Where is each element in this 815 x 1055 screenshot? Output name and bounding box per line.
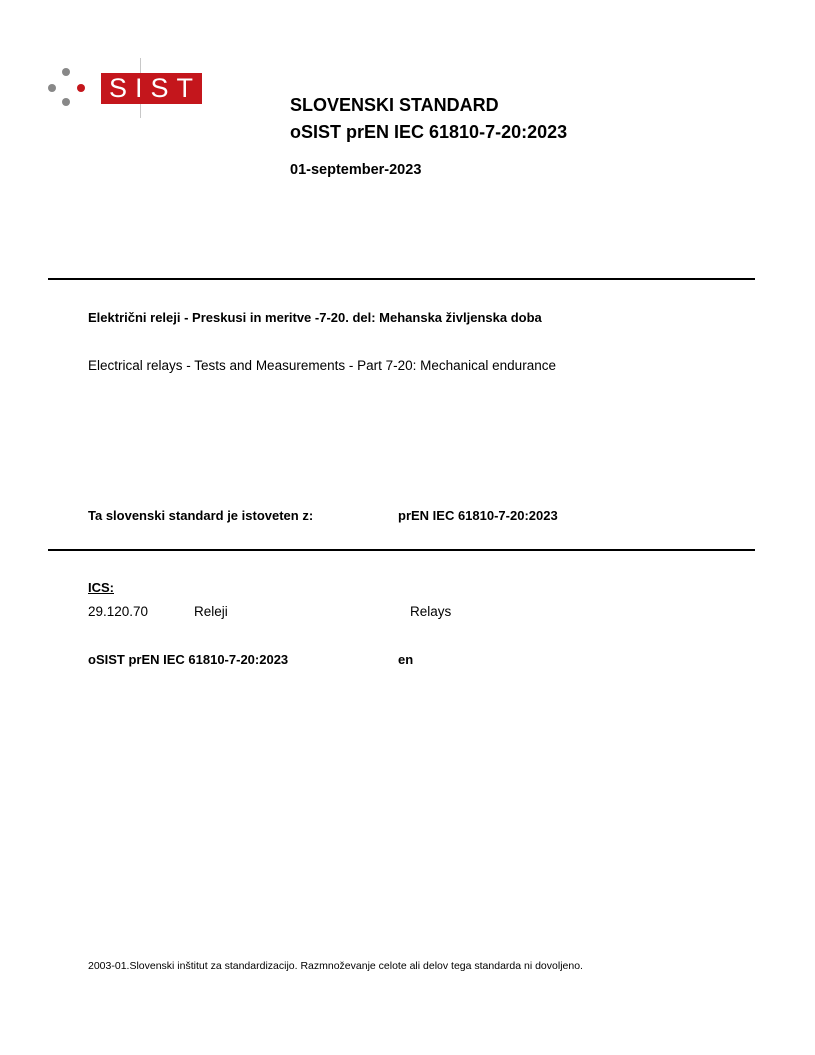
logo-dot-left	[48, 84, 56, 92]
ics-code: 29.120.70	[88, 604, 149, 619]
standard-code: oSIST prEN IEC 61810-7-20:2023	[290, 122, 568, 142]
logo-dot-top	[62, 68, 70, 76]
divider-top	[48, 278, 755, 280]
document-language: en	[398, 652, 414, 667]
logo-dot-right	[77, 84, 85, 92]
title-english: Electrical relays - Tests and Measurements - Part 7-20: Mechanical endurance	[88, 358, 556, 373]
ics-label: ICS:	[88, 580, 114, 595]
identity-value: prEN IEC 61810-7-20:2023	[398, 508, 558, 523]
ics-slovenian: Releji	[194, 604, 228, 619]
ics-english: Relays	[410, 604, 452, 619]
publication-date: 01-september-2023	[290, 162, 422, 178]
title-slovenian: Električni releji - Preskusi in meritve -7-20. del: Mehanska življenska doba	[88, 310, 542, 325]
logo-wordmark: SIST	[101, 73, 202, 104]
copyright-footer: 2003-01.Slovenski inštitut za standardizacijo. Razmnoževanje celote ali delov tega standarda ni dovoljeno.	[88, 960, 583, 972]
logo-dot-bottom	[62, 98, 70, 106]
standard-title: SLOVENSKI STANDARD	[290, 95, 499, 115]
document-code: oSIST prEN IEC 61810-7-20:2023	[88, 652, 289, 667]
identity-label: Ta slovenski standard je istoveten z:	[88, 508, 314, 523]
divider-bottom	[48, 549, 755, 551]
